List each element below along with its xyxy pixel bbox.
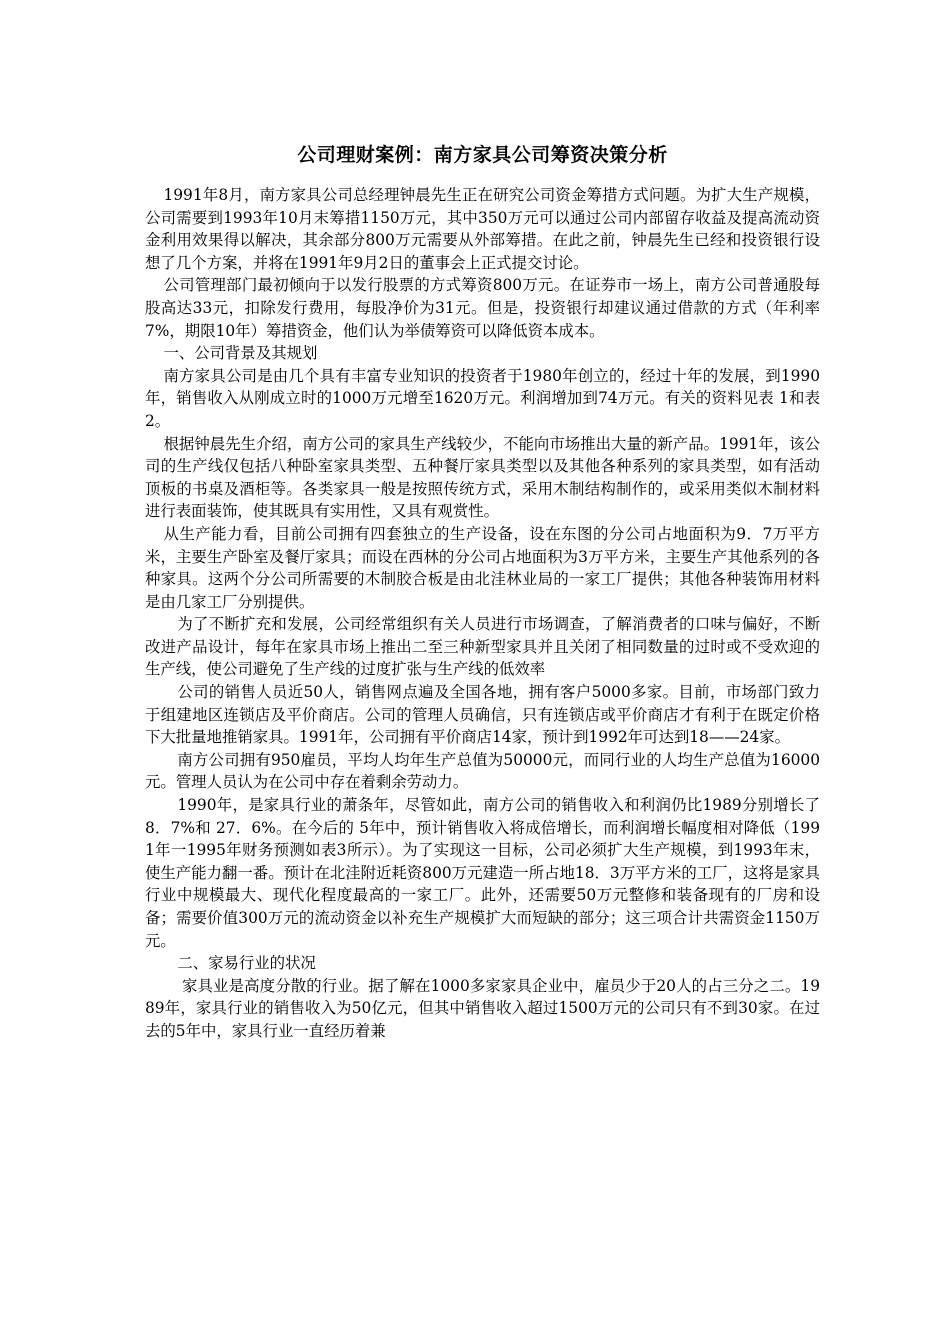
paragraph-employees: 南方公司拥有950雇员，平均人均年生产总值为50000元，而同行业的人均生产总值为16000元。管理人员认为在公司中存在着剩余劳动力。 [145, 750, 820, 792]
paragraph-product-lines: 根据钟晨先生介绍，南方公司的家具生产线较少，不能向市场推出大量的新产品。1991年，该公司的生产线仅包括八种卧室家具类型、五种餐厅家具类型以及其他各种系列的家具类型，如有活动顶板的书桌及酒柜等。各类家具一般是按照传统方式，采用木制结构制作的，或采用类似木制材料进行表面装饰，使其既具有实用性，又具有观赏性。 [145, 434, 820, 521]
paragraph-financing-preference: 公司管理部门最初倾向于以发行股票的方式筹资800万元。在证券市一场上，南方公司普通股每股高达33元，扣除发行费用，每股净价为31元。但是，投资银行却建议通过借款的方式（年利率7%，期限10年）筹措资金，他们认为举债筹资可以降低资本成本。 [145, 276, 820, 340]
section-heading-background: 一、公司背景及其规划 [163, 344, 318, 363]
paragraph-market-research: 为了不断扩充和发展，公司经常组织有关人员进行市场调查，了解消费者的口味与偏好，不断改进产品设计，每年在家具市场上推出二至三种新型家具并且关闭了相同数量的过时或不受欢迎的生产线，使公司避免了生产线的过度扩张与生产线的低效率 [145, 615, 820, 679]
paragraph-sales-network: 公司的销售人员近50人，销售网点遍及全国各地，拥有客户5000多家。目前，市场部门致力于组建地区连锁店及平价商店。公司的管理人员确信，只有连锁店或平价商店才有利于在既定价格下大批量地推销家具。1991年，公司拥有平价商店14家，预计到1992年可达到18——24家。 [145, 683, 820, 747]
paragraph-intro: 1991年8月，南方家具公司总经理钟晨先生正在研究公司资金筹措方式问题。为扩大生产规模，公司需要到1993年10月末筹措1150万元，其中350万元可以通过公司内部留存收益及提高流动资金利用效果得以解决，其余部分800万元需要从外部筹措。在此之前，钟晨先生已经和投资银行设想了几个方案，并将在1991年9月2日的董事会上正式提交讨论。 [145, 186, 820, 272]
paragraph-expansion-plan: 1990年，是家具行业的萧条年，尽管如此，南方公司的销售收入和利润仍比1989分别增长了 8．7%和 27．6%。在今后的 5年中，预计销售收入将成倍增长，而利润增长幅度相对降低（1991年一1995年财务预测如表3所示）。为了实现这一目标，公司必须扩大生产规模，到1993年末，使生产能力翻一番。预计在北洼附近耗资800万元建造一所占地18．3万平方米的工厂，这将是家具行业中规模最大、现代化程度最高的一家工厂。此外，还需要50万元整修和装备现有的厂房和设备；需要价值300万元的流动资金以补充生产规模扩大而短缺的部分；这三项合计共需资金1150万元。 [145, 796, 820, 950]
document-title: 公司理财案例：南方家具公司筹资决策分析 [297, 144, 668, 166]
paragraph-company-history: 南方家具公司是由几个具有丰富专业知识的投资者于1980年创立的，经过十年的发展，到1990年，销售收入从刚成立时的1000万元增至1620万元。利润增加到74万元。有关的资料见表 1和表2。 [145, 366, 820, 430]
section-heading-industry: 二、家易行业的状况 [177, 954, 316, 973]
document-page [145, 140, 820, 1043]
paragraph-industry-overview: 家具业是高度分散的行业。据了解在1000多家家具企业中，雇员少于20人的占三分之二。1989年，家具行业的销售收入为50亿元，但其中销售收入超过1500万元的公司只有不到30家。在过去的5年中，家具行业一直经历着兼 [145, 976, 820, 1040]
paragraph-production-capacity: 从生产能力看，目前公司拥有四套独立的生产设备，设在东图的分公司占地面积为9．7万平方米，主要生产卧室及餐厅家具；而设在西林的分公司占地面积为3万平方米，主要生产其他系列的各种家具。这两个分公司所需要的木制胶合板是由北洼林业局的一家工厂提供；其他各种装饰用材料是由几家工厂分别提供。 [145, 524, 820, 611]
